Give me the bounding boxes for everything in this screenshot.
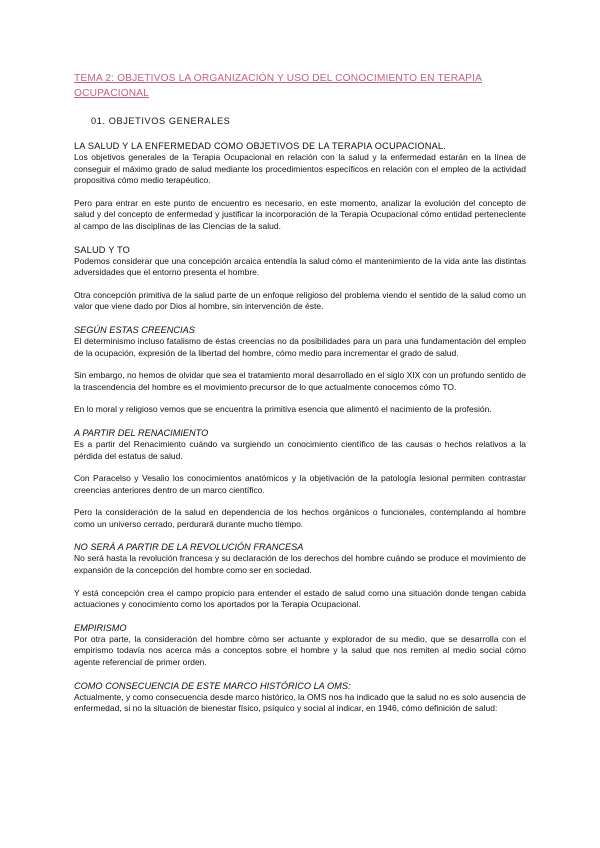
paragraph: Otra concepción primitiva de la salud parte de un enfoque religioso del problema viendo el sentido de la salud como un valor que viene dado por Dios al hombre, sin intervención de éste.	[74, 289, 526, 312]
paragraph: Por otra parte, la consideración del hombre cómo ser actuante y explorador de su medio, que se desarrolla con el empirismo todavía nos acerca más a conceptos sobre el hombre y la salud que nos remiten al medio social cómo agente referencial de primer orden.	[74, 633, 526, 668]
document-body	[74, 140, 526, 715]
paragraph: Es a partir del Renacimiento cuándo va surgiendo un conocimiento científico de las causas o hechos relativos a la pérdida del estatus de salud.	[74, 438, 526, 461]
section-heading: LA SALUD Y LA ENFERMEDAD COMO OBJETIVOS DE LA TERAPIA OCUPACIONAL.	[74, 141, 446, 151]
section-heading: NO SERÁ A PARTIR DE LA REVOLUCIÓN FRANCESA	[74, 542, 304, 553]
paragraph: Actualmente, y como consecuencia desde marco histórico, la OMS nos ha indicado que la salud no es solo ausencia de enfermedad, si no la situación de bienestar físico, psíquico y social al indicar, en 1946, cómo definición de salud:	[74, 691, 526, 714]
section-heading: SEGÚN ESTAS CREENCIAS	[74, 324, 195, 335]
paragraph: Podemos considerar que una concepción arcaica entendía la salud cómo el mantenimiento de la vida ante las distintas adversidades que el entorno presenta el hombre.	[74, 255, 526, 278]
paragraph: Pero la consideración de la salud en dependencia de los hechos orgánicos o funcionales, contemplando al hombre como un universo cerrado, perdurará durante mucho tiempo.	[74, 507, 526, 529]
section-heading: COMO CONSECUENCIA DE ESTE MARCO HISTÓRICO LA OMS:	[74, 680, 351, 691]
paragraph: Con Paracelso y Vesalio los conocimientos anatómicos y la objetivación de la patología lesional permiten contrastar creencias anteriores dentro de un marco científico.	[74, 473, 526, 495]
section-subtitle: 01. OBJETIVOS GENERALES	[91, 116, 231, 126]
section-heading: EMPIRISMO	[74, 622, 127, 633]
section-heading: SALUD Y TO	[74, 244, 130, 255]
document-title: TEMA 2: OBJETIVOS LA ORGANIZACIÓN Y USO DEL CONOCIMIENTO EN TERAPIA OCUPACIONAL	[74, 73, 483, 99]
paragraph: Pero para entrar en este punto de encuentro es necesario, en este momento, analizar la evolución del concepto de salud y del concepto de enfermedad y justificar la incorporación de la Terapia Ocupacional cómo entidad perteneciente al campo de las disciplinas de las Ciencias de la salud.	[74, 197, 526, 231]
paragraph: Los objetivos generales de la Terapia Ocupacional en relación con la salud y la enfermedad estarán en la línea de conseguir el máximo grado de salud mediante los procedimientos específicos en relación con el empleo de la actividad propositiva cómo medio terapéutico.	[74, 152, 526, 186]
paragraph: Y está concepción crea el campo propicio para entender el estado de salud como una situación donde tengan cabida actuaciones y conocimiento como los aportados por la Terapia Ocupacional.	[74, 587, 526, 610]
paragraph: No será hasta la revolución francesa y su declaración de los derechos del hombre cuándo se produce el movimiento de expansión de la concepción del hombre como ser en sociedad.	[74, 553, 526, 576]
paragraph: Sin embargo, no hemos de olvidar que sea el tratamiento moral desarrollado en el siglo XIX con un profundo sentido de la trascendencia del hombre es el movimiento precursor de lo que actualmente conocemos cómo TO.	[74, 370, 526, 392]
section-heading: A PARTIR DEL RENACIMIENTO	[74, 427, 209, 438]
paragraph: En lo moral y religioso vemos que se encuentra la primitiva esencia que alimentó el nacimiento de la profesión.	[74, 404, 492, 415]
paragraph: El determinismo incluso fatalismo de éstas creencias no da posibilidades para un para una fundamentación del empleo de la ocupación, expresión de la libertad del hombre, cómo medio para incrementar el grado de salud.	[74, 335, 526, 358]
